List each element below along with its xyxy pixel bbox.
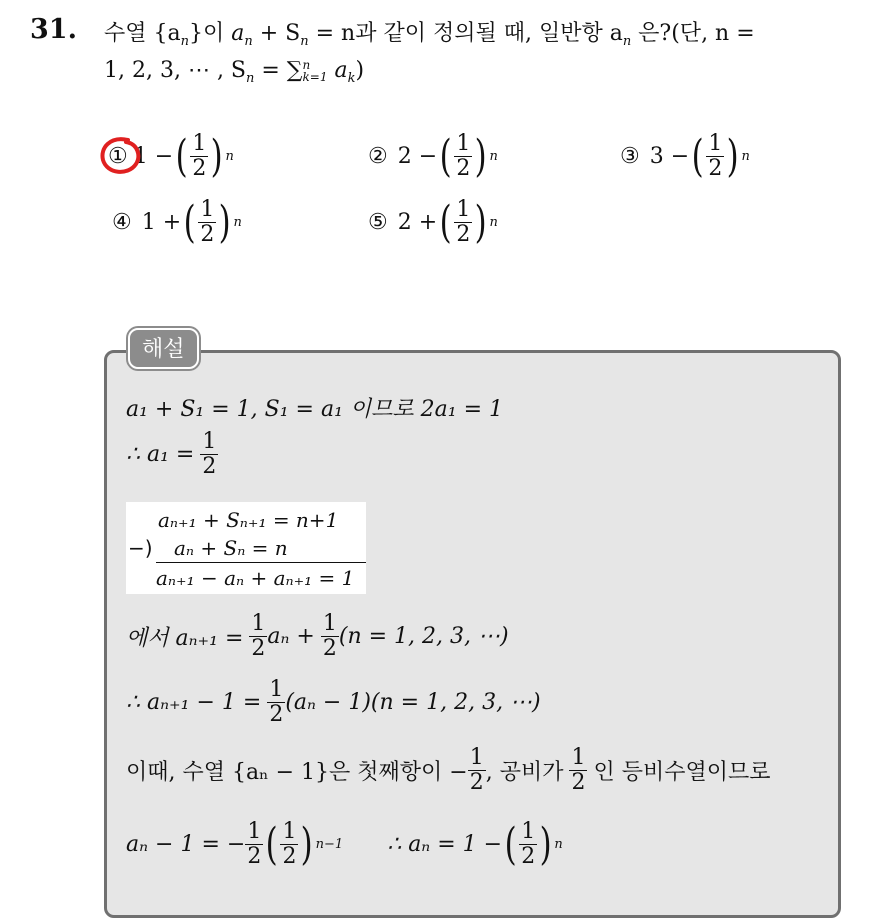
- question-number: 31.: [30, 14, 77, 45]
- fraction: $\frac{1}{2}$: [456, 131, 471, 181]
- fraction: $\frac{1}{2}$: [202, 429, 217, 479]
- choice-lead: 1 −: [133, 144, 174, 169]
- question-line-1: 수열 $\{a_n\}$이 $a_n + S_n = n$과 같이 정의될 때, 일반항 $a_n$ 은?(단, n =: [104, 21, 755, 49]
- choice-lead: 2 −: [397, 144, 438, 169]
- choice-marker: ②: [368, 144, 388, 169]
- choice-marker: ④: [112, 210, 132, 235]
- fraction: $\frac{1}{2}$: [708, 131, 723, 181]
- solution-line-6: aₙ − 1 = − $\frac{1}{2}$ ( $\frac{1}{2}$ ) n−1 ∴ aₙ = 1 − ( $\frac{1}{2}$ ) n: [126, 818, 563, 870]
- circled-answer-mark-icon: [98, 134, 146, 180]
- choice-lead: 1 +: [141, 210, 182, 235]
- choice-lead: 2 +: [397, 210, 438, 235]
- question-line-2: 1, 2, 3, ⋯ , $S_n$ = ∑ n k=1 $a_k$): [104, 58, 365, 86]
- subtraction-rule: [156, 562, 366, 563]
- choice-marker: ①: [108, 144, 128, 169]
- solution-line-3: 에서 aₙ₊₁ = $\frac{1}{2}$ aₙ + $\frac{1}{2}$ (n = 1, 2, 3, ⋯): [126, 611, 509, 661]
- fraction: $\frac{1}{2}$: [192, 131, 207, 181]
- fraction: $\frac{1}{2}$: [469, 745, 484, 795]
- fraction: $\frac{1}{2}$: [269, 677, 284, 727]
- choice-5[interactable]: ⑤ 2 + ( $\frac{1}{2}$ ) n: [368, 196, 498, 248]
- choice-1[interactable]: ① 1 − ( $\frac{1}{2}$ ) n: [108, 132, 234, 181]
- solution-line-4: ∴ aₙ₊₁ − 1 = $\frac{1}{2}$ (aₙ − 1)(n = 1, 2, 3, ⋯): [126, 677, 541, 727]
- fraction: $\frac{1}{2}$: [251, 611, 266, 661]
- choice-2[interactable]: ② 2 − ( $\frac{1}{2}$ ) n: [368, 130, 498, 182]
- solution-line-2: ∴ a₁ = $\frac{1}{2}$: [126, 429, 217, 479]
- fraction: $\frac{1}{2}$: [282, 819, 297, 869]
- fraction: $\frac{1}{2}$: [521, 819, 536, 869]
- fraction: $\frac{1}{2}$: [247, 819, 262, 869]
- solution-line-5: 이때, 수열 {aₙ − 1}은 첫째항이 − $\frac{1}{2}$ , 공비가 $\frac{1}{2}$ 인 등비수열이므로: [126, 745, 771, 795]
- subtraction-work-box: aₙ₊₁ + Sₙ₊₁ = n+1 −) aₙ + Sₙ = n aₙ₊₁ − aₙ + aₙ₊₁ = 1: [126, 502, 366, 594]
- fraction: $\frac{1}{2}$: [322, 611, 337, 661]
- choice-3[interactable]: ③ 3 − ( $\frac{1}{2}$ ) n: [620, 130, 750, 182]
- fraction: $\frac{1}{2}$: [200, 197, 215, 247]
- solution-badge: 해설: [128, 328, 199, 369]
- solution-line-1: a₁ + S₁ = 1, S₁ = a₁ 이므로 2a₁ = 1: [126, 397, 503, 422]
- fraction: $\frac{1}{2}$: [571, 745, 586, 795]
- choice-4[interactable]: ④ 1 + ( $\frac{1}{2}$ ) n: [112, 196, 242, 248]
- choice-marker: ⑤: [368, 210, 388, 235]
- choice-lead: 3 −: [649, 144, 690, 169]
- choice-marker: ③: [620, 144, 640, 169]
- fraction: $\frac{1}{2}$: [456, 197, 471, 247]
